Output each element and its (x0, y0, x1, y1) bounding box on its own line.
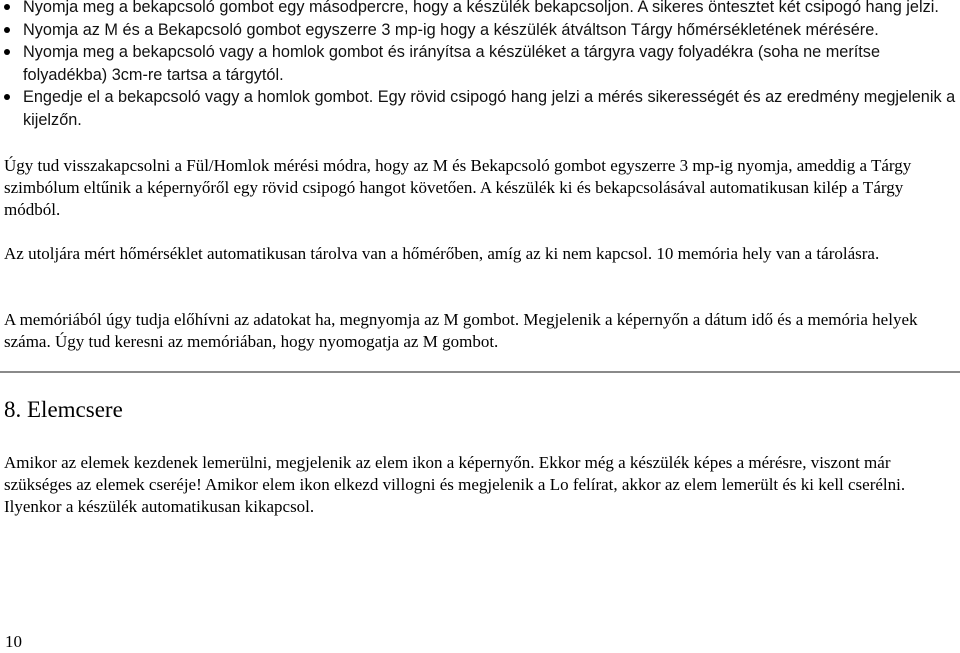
switch-back-paragraph: Úgy tud visszakapcsolni a Fül/Homlok mérési módra, hogy az M és Bekapcsoló gombot egyszerre 3 mp-ig nyomja, ameddig a Tárgy szimbólum eltűnik a képernyőről egy rövid csipogó hangot követően. A készülék ki és bekapcsolásával automatikusan kilép a Tárgy módból. (4, 156, 912, 219)
bullet-icon (4, 4, 10, 10)
page-number: 10 (5, 632, 22, 651)
list-item (0, 86, 958, 131)
list-item-text: Engedje el a bekapcsoló vagy a homlok gombot. Egy rövid csipogó hang jelzi a mérés sikerességét és az eredmény megjelenik a kijelzőn. (23, 88, 956, 129)
list-item (0, 0, 958, 19)
bullet-icon (4, 49, 10, 55)
list-item (0, 41, 958, 86)
list-item-text: Nyomja az M és a Bekapcsoló gombot egyszerre 3 mp-ig hogy a készülék átváltson Tárgy hőmérsékletének mérésére. (23, 20, 879, 39)
section-heading: 8. Elemcsere (4, 397, 123, 422)
memory-recall-paragraph: A memóriából úgy tudja előhívni az adatokat ha, megnyomja az M gombot. Megjelenik a képernyőn a dátum idő és a memória helyek száma. Úgy tud keresni az memóriában, hogy nyomogatja az M gombot. (4, 310, 918, 351)
memory-store-paragraph: Az utoljára mért hőmérséklet automatikusan tárolva van a hőmérőben, amíg az ki nem kapcsol. 10 memória hely van a tárolásra. (4, 244, 880, 263)
bullet-icon (4, 27, 10, 33)
list-item (0, 19, 958, 42)
section-divider (0, 371, 960, 373)
list-item-text: Nyomja meg a bekapcsoló vagy a homlok gombot és irányítsa a készüléket a tárgyra vagy folyadékra (soha ne merítse folyadékba) 3cm-re tartsa a tárgytól. (23, 43, 880, 84)
instruction-list (0, 0, 958, 131)
battery-paragraph: Amikor az elemek kezdenek lemerülni, megjelenik az elem ikon a képernyőn. Ekkor még a készülék képes a mérésre, viszont már szükséges az elemek cseréje! Amikor elem ikon elkezd villogni és megjelenik a Lo felírat, akkor az elem lemerült és ki kell cserélni. Ilyenkor a készülék automatikusan kikapcsol. (4, 453, 906, 516)
bullet-icon (4, 94, 10, 100)
list-item-text: Nyomja meg a bekapcsoló gombot egy másodpercre, hogy a készülék bekapcsoljon. A sikeres öntesztet két csipogó hang jelzi. (23, 0, 939, 16)
